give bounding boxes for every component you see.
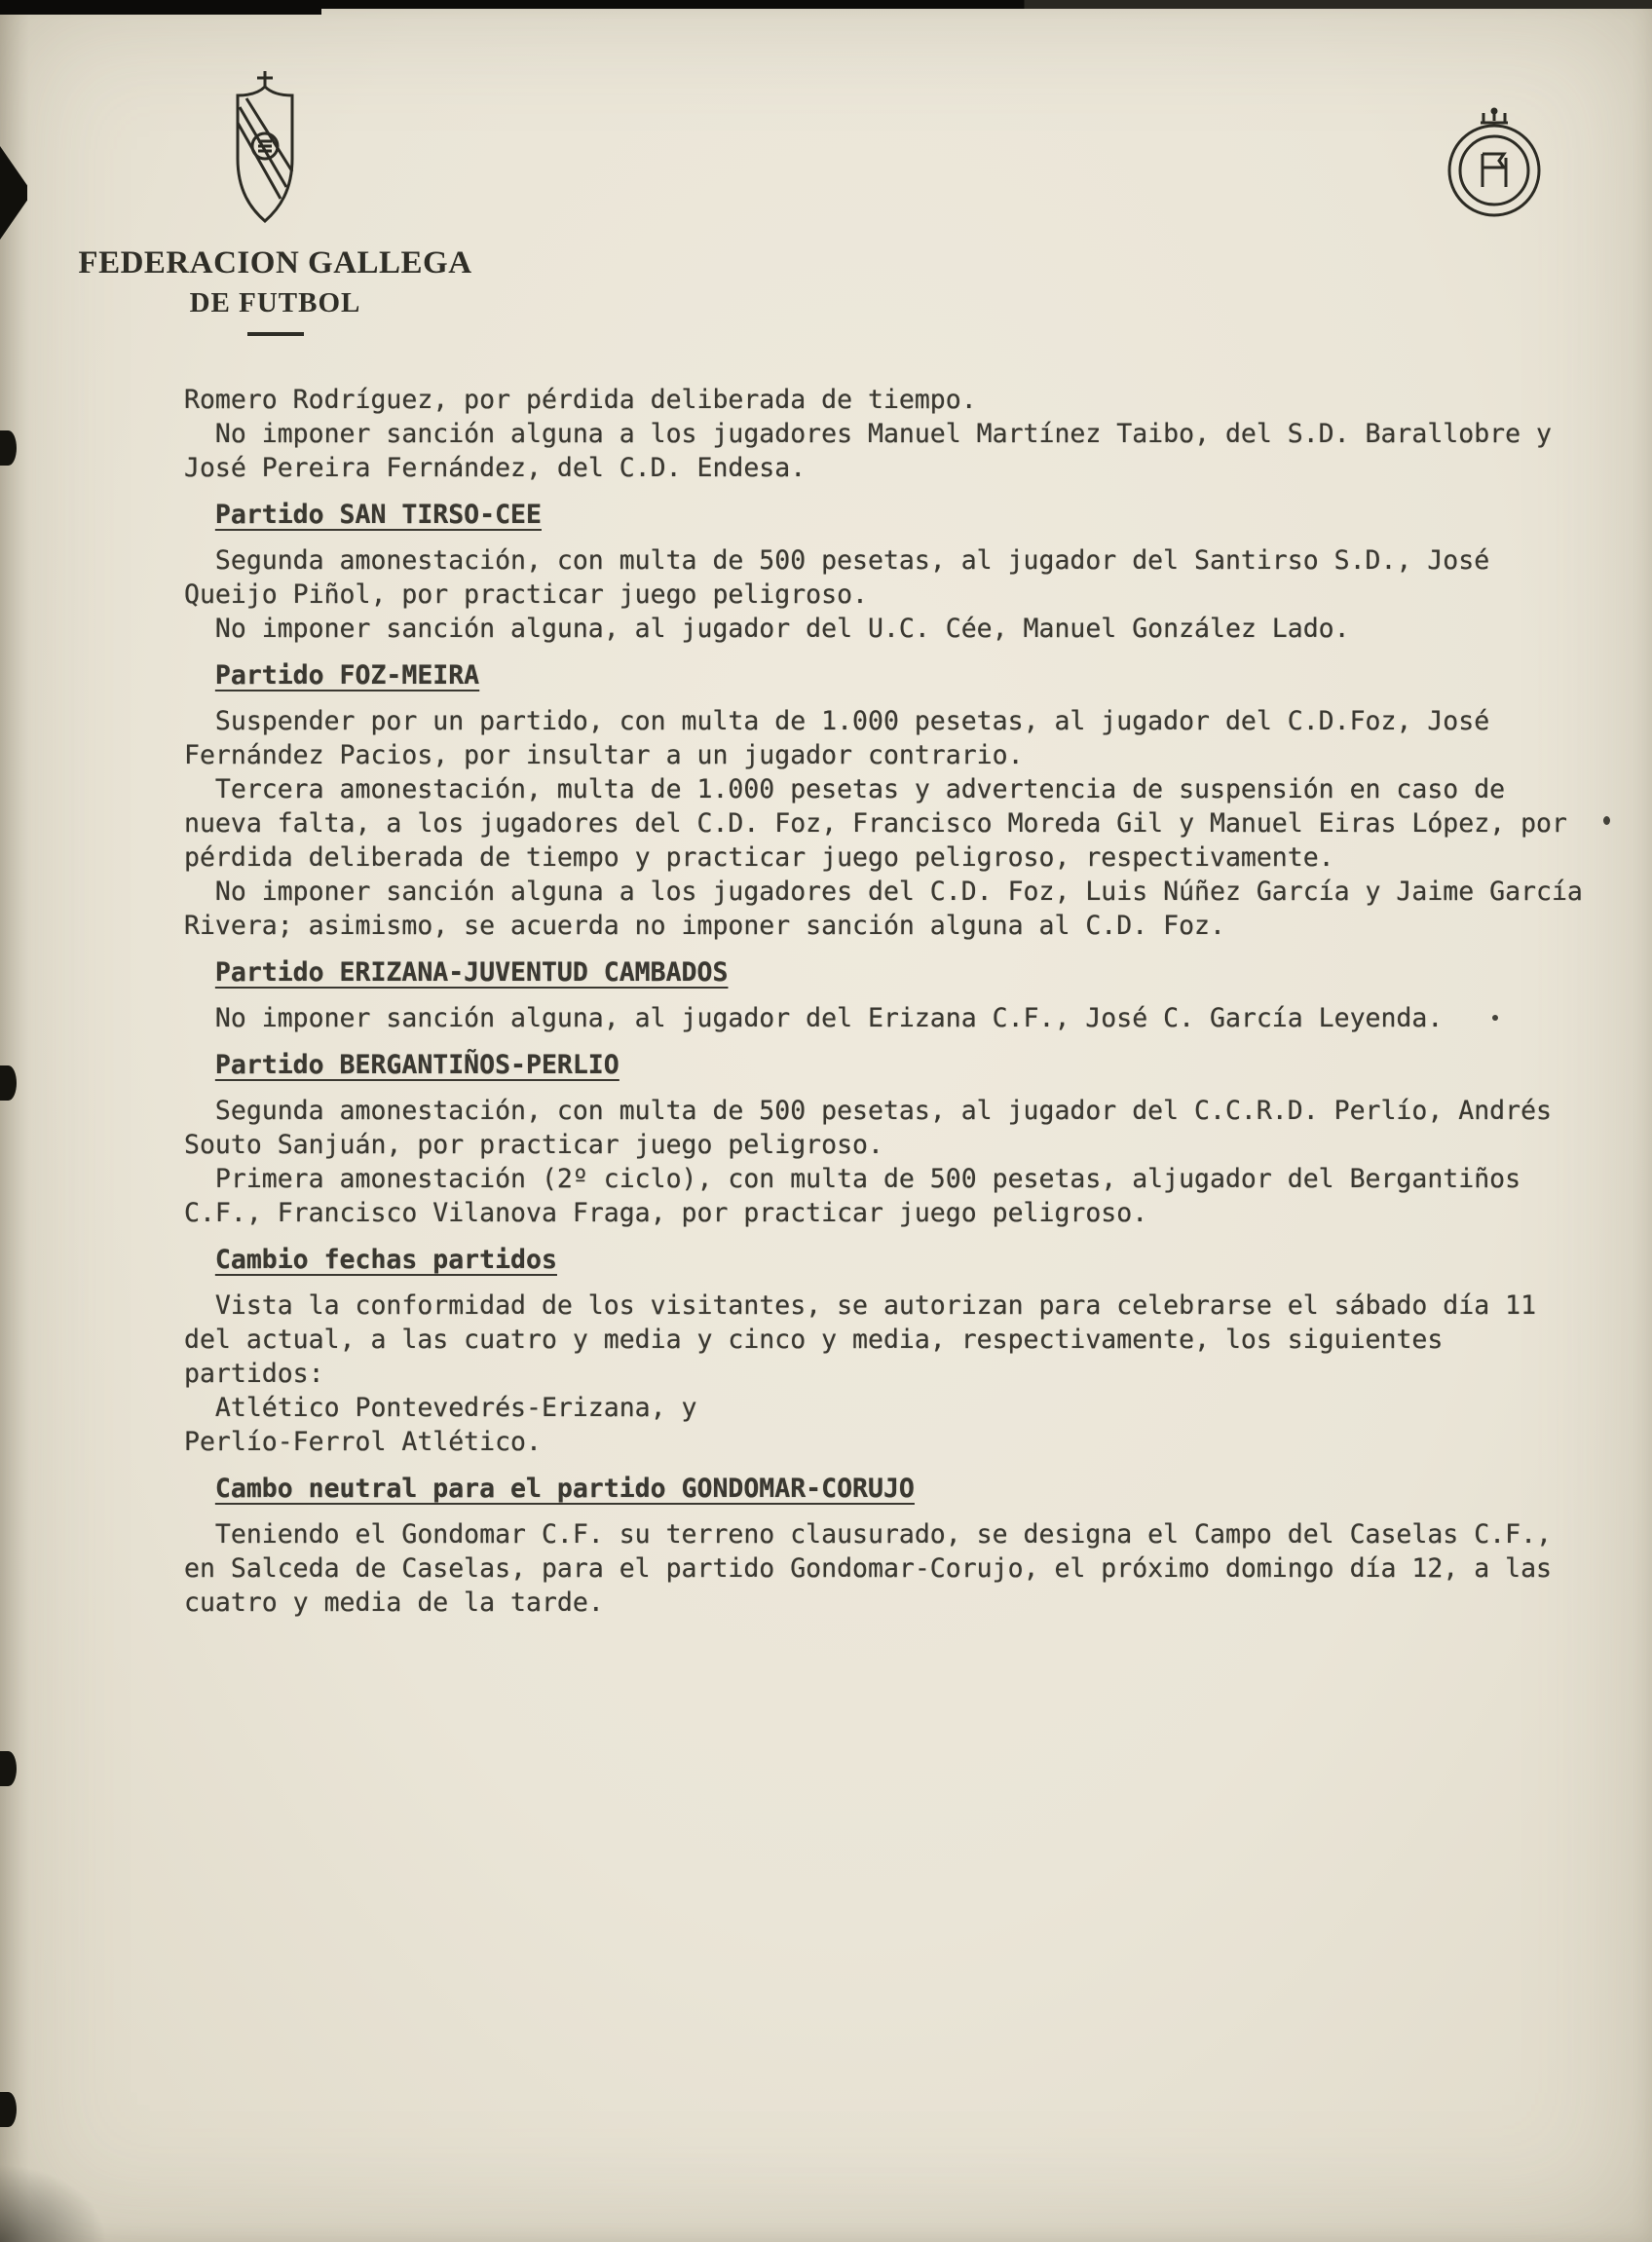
para-no-sancion-taibo-pereira: No imponer sanción alguna a los jugadores Manuel Martínez Taibo, del S.D. Barallobre y José Pereira Fernández, del C.D. Endesa.	[184, 419, 1552, 483]
org-name	[58, 245, 492, 336]
para-no-sancion-garcia-leyenda: No imponer sanción alguna, al jugador del Erizana C.F., José C. García Leyenda.	[214, 1003, 1444, 1033]
org-name-line1: FEDERACION GALLEGA	[78, 245, 472, 280]
para-no-sancion-gonzalez-lado: No imponer sanción alguna, al jugador del U.C. Cée, Manuel González Lado.	[214, 614, 1350, 644]
para-campo-caselas-designacion: Teniendo el Gondomar C.F. su terreno clausurado, se designa el Campo del Caselas C.F., en Salceda de Caselas, para el partido Gondomar-Corujo, el próximo domingo día 12, a las cuatro y media de la tarde.	[184, 1519, 1552, 1618]
para-autorizacion-cambio-fechas: Vista la conformidad de los visitantes, se autorizan para celebrarse el sábado día 11 del actual, a las cuatro y media y cinco y media, respectivamente, los siguientes partidos:	[184, 1290, 1537, 1389]
document-body	[184, 383, 1593, 1620]
para-tercera-amonestacion-moreda-eiras: Tercera amonestación, multa de 1.000 pesetas y advertencia de suspensión en caso de nueva falta, a los jugadores del C.D. Foz, Francisco Moreda Gil y Manuel Eiras López, por pérdida deliberada de tiempo y practicar juego peligroso, respectivamente.	[184, 774, 1567, 873]
heading-campo-neutral-gondomar-corujo: Cambo neutral para el partido GONDOMAR-CORUJO	[214, 1474, 915, 1504]
heading-partido-san-tirso-cee: Partido SAN TIRSO-CEE	[214, 500, 542, 530]
org-name-line2: DE FUTBOL	[189, 287, 361, 318]
letterhead-rule	[247, 332, 304, 336]
para-partido-perlio-ferrol-atletico: Perlío-Ferrol Atlético.	[184, 1427, 542, 1457]
para-segunda-amonestacion-queijo: Segunda amonestación, con multa de 500 pesetas, al jugador del Santirso S.D., José Queijo Piñol, por practicar juego peligroso.	[184, 545, 1490, 610]
royal-crest-logo	[1438, 105, 1551, 220]
para-primera-amonestacion-vilanova: Primera amonestación (2º ciclo), con multa de 500 pesetas, aljugador del Bergantiños C.F., Francisco Vilanova Fraga, por practicar juego peligroso.	[184, 1164, 1521, 1228]
heading-cambio-fechas-partidos: Cambio fechas partidos	[214, 1245, 557, 1275]
para-partido-atletico-pontevedres-erizana: Atlético Pontevedrés-Erizana, y	[214, 1393, 697, 1423]
federation-shield-logo	[216, 68, 314, 226]
heading-partido-foz-meira: Partido FOZ-MEIRA	[214, 660, 480, 691]
para-segunda-amonestacion-souto: Segunda amonestación, con multa de 500 pesetas, al jugador del C.C.R.D. Perlío, Andrés Souto Sanjuán, por practicar juego peligroso.	[184, 1096, 1552, 1160]
para-suspension-fernandez-pacios: Suspender por un partido, con multa de 1.000 pesetas, al jugador del C.D.Foz, José Fernández Pacios, por insultar a un jugador contrario.	[184, 706, 1490, 770]
heading-partido-erizana-juventud-cambados: Partido ERIZANA-JUVENTUD CAMBADOS	[214, 957, 729, 988]
para-romero-rodriguez: Romero Rodríguez, por pérdida deliberada de tiempo.	[184, 385, 977, 415]
para-no-sancion-nunez-garcia: No imponer sanción alguna a los jugadores del C.D. Foz, Luis Núñez García y Jaime García Rivera; asimismo, se acuerda no imponer sanción alguna al C.D. Foz.	[184, 877, 1583, 941]
heading-partido-bergantinos-perlio: Partido BERGANTIÑOS-PERLIO	[214, 1050, 620, 1080]
